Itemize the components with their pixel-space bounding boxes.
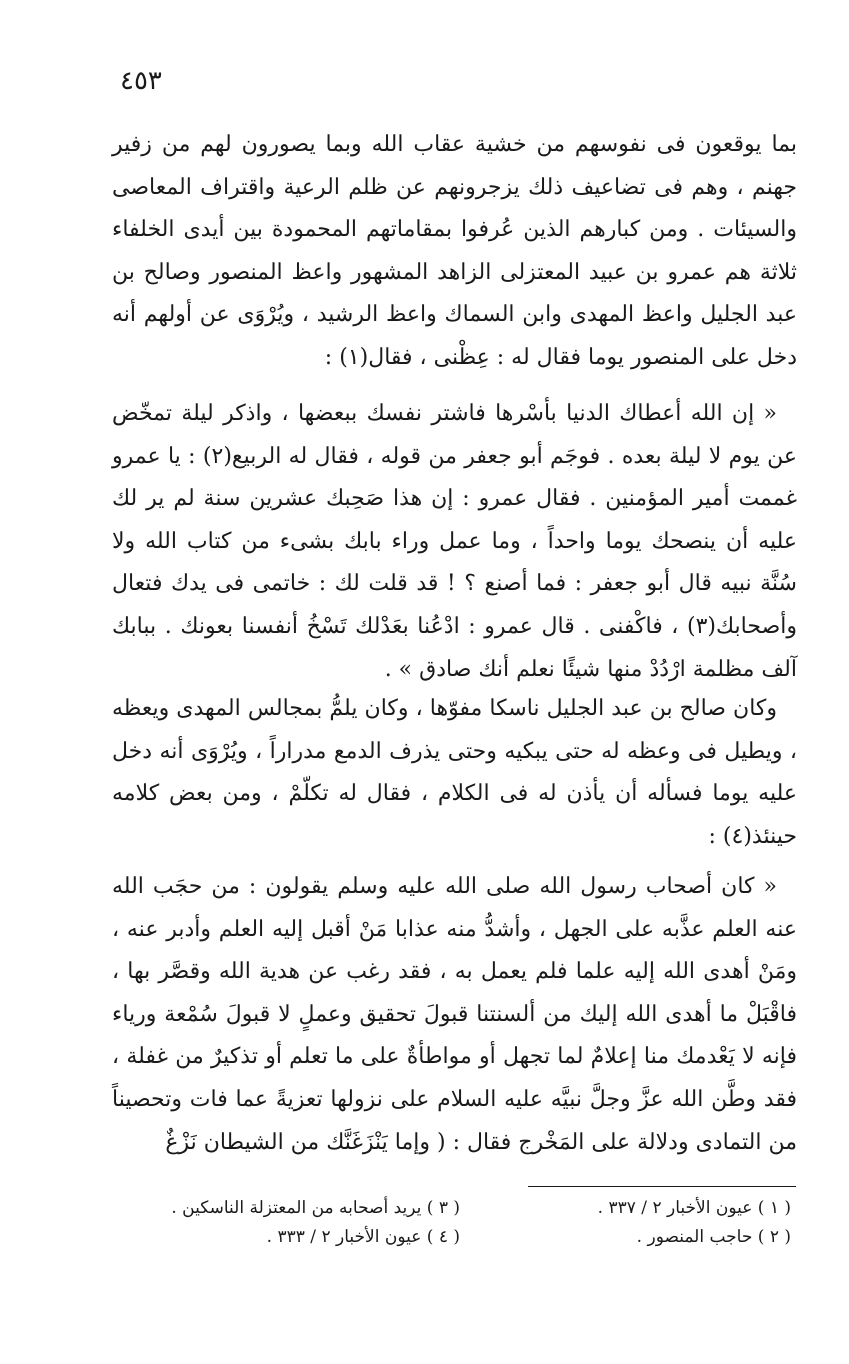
paragraph-2 [112, 393, 797, 691]
footnote-divider [528, 1186, 796, 1187]
paragraph-1 [112, 124, 797, 380]
paragraph-4 [112, 866, 797, 1164]
paragraph-text: « إن الله أعطاك الدنيا بأسْرها فاشتر نفسك ببعضها ، واذكر ليلة تمخّض عن يوم لا ليلة بعده . فوجَم أبو جعفر من قوله ، فقال له الربيع(٢) : يا عمرو غممت أمير المؤمنين . فقال عمرو : إن هذا صَحِبك عشرين سنة لم ير لك عليه أن ينصحك يوما واحداً ، وما عمل وراء بابك بشىء من كتاب الله ولا سُنَّة نبيه قال أبو جعفر : فما أصنع ؟ ! قد قلت لك : خاتمى فى يدك فتعال وأصحابك(٣) ، فاكْفنى . قال عمرو : ادْعُنا بعَدْلك تَسْخُ أنفسنا بعونك . ببابك آلف مظلمة ارْدُدْ منها شيئًا نعلم أنك صادق » . [112, 401, 797, 682]
footnote-2: ( ٢ ) حاجب المنصور . [636, 1227, 791, 1247]
footnotes-left-column [140, 1194, 460, 1252]
paragraph-text: بما يوقعون فى نفوسهم من خشية عقاب الله وبما يصورون لهم من زفير جهنم ، وهم فى تضاعيف ذلك يزجرونهم عن ظلم الرعية واقتراف المعاصى والسيئات . ومن كبارهم الذين عُرفوا بمقاماتهم المحمودة بين أيدى الخلفاء ثلاثة هم عمرو بن عبيد المعتزلى الزاهد المشهور واعظ المنصور وصالح بن عبد الجليل واعظ المهدى وابن السماك واعظ الرشيد ، ويُرْوَى عن أولهم أنه دخل على المنصور يوما فقال له : عِظْنى ، فقال(١) : [112, 132, 797, 370]
paragraph-3 [112, 688, 797, 858]
page-number: ٤٥٣ [120, 66, 162, 96]
paragraph-text: « كان أصحاب رسول الله صلى الله عليه وسلم يقولون : من حجَب الله عنه العلم عذَّبه على الجهل ، وأشدُّ منه عذابا مَنْ أقبل إليه العلم وأدبر عنه ، ومَنْ أهدى الله إليه علما فلم يعمل به ، فقد رغب عن هدية الله وقصَّر بها ، فاقْبَلْ ما أهدى الله إليك من ألسنتنا قبولَ تحقيق وعملٍ لا قبولَ سُمْعة ورياء فإنه لا يَعْدمك منا إعلامٌ لما تجهل أو مواطأةٌ على ما تعلم أو تذكيرٌ من غفلة ، فقد وطَّن الله عزَّ وجلَّ نبيَّه عليه السلام على نزولها تعزيةً عما فات وتحصيناً من التمادى ودلالة على المَخْرج فقال : ( وإما يَنْزَغَنَّك من الشيطان نَزْغٌ [112, 874, 797, 1155]
footnote-4: ( ٤ ) عيون الأخبار ٢ / ٣٣٣ . [266, 1227, 460, 1247]
paragraph-text: وكان صالح بن عبد الجليل ناسكا مفوّها ، وكان يلمُّ بمجالس المهدى ويعظه ، ويطيل فى وعظه له حتى يبكيه وحتى يذرف الدمع مدراراً ، ويُرْوَى أنه دخل عليه يوما فسأله أن يأذن له فى الكلام ، فقال له تكلّمْ ، ومن بعض كلامه حينئذ(٤) : [112, 696, 797, 849]
footnote-1: ( ١ ) عيون الأخبار ٢ / ٣٣٧ . [597, 1198, 791, 1218]
footnote-3: ( ٣ ) يريد أصحابه من المعتزلة الناسكين . [171, 1198, 460, 1218]
footnotes-right-column [471, 1194, 791, 1252]
